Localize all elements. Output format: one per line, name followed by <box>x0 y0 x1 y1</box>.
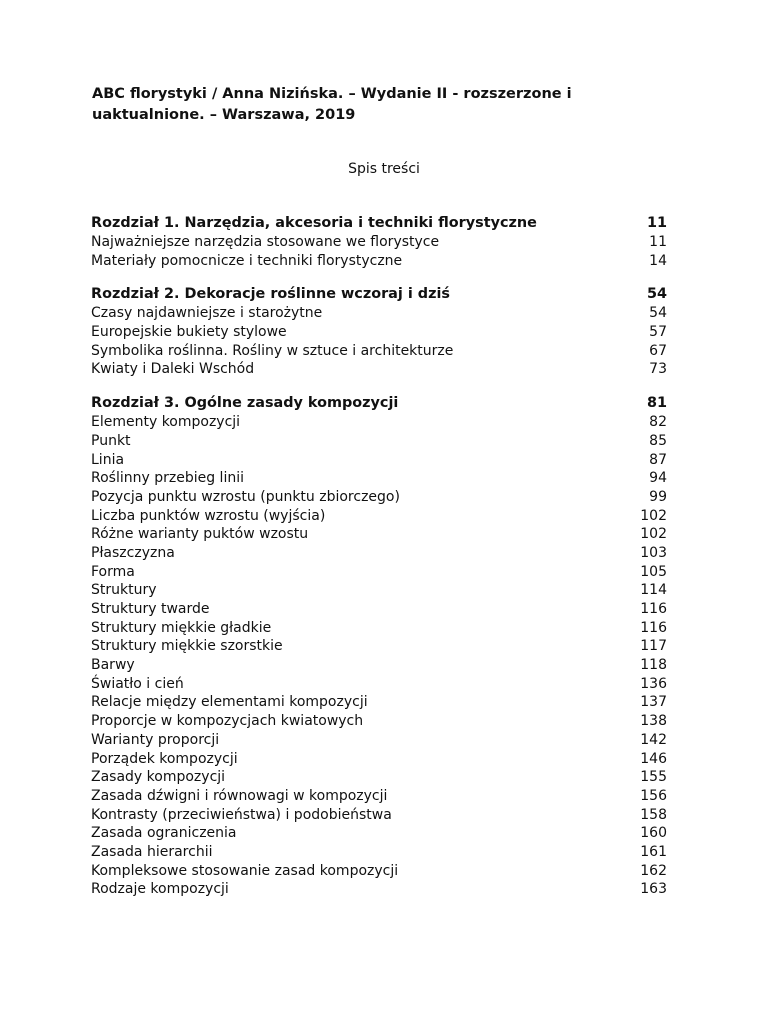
chapter-block <box>91 214 667 270</box>
toc-entry-title: Zasada hierarchii <box>91 843 213 860</box>
toc-entry-title: Najważniejsze narzędzia stosowane we florystyce <box>91 234 440 250</box>
toc-entry-page-number: 142 <box>640 731 667 748</box>
toc-entry-title: Linia <box>91 451 125 468</box>
toc-entry-title: Kompleksowe stosowanie zasad kompozycji <box>91 862 399 879</box>
toc-entry <box>91 712 667 731</box>
toc-entry <box>91 544 667 563</box>
toc-entry <box>91 824 667 843</box>
toc-entry-page-number: 57 <box>649 324 667 341</box>
toc-entry <box>91 360 667 379</box>
toc-entry-page-number: 162 <box>640 862 667 879</box>
toc-entry-title: Forma <box>91 563 135 580</box>
toc-entry-page-number: 87 <box>649 451 667 468</box>
toc-entry <box>91 469 667 488</box>
toc-entry <box>91 862 667 881</box>
toc-entry <box>91 563 667 582</box>
toc-entry-page-number: 136 <box>640 675 667 692</box>
toc-entry-title: Zasady kompozycji <box>91 769 226 786</box>
chapter-page-number: 54 <box>646 286 667 303</box>
toc-entry-title: Pozycja punktu wzrostu (punktu zbiorczego) <box>91 488 400 505</box>
toc-entry <box>91 637 667 656</box>
toc-entry-page-number: 155 <box>640 769 667 786</box>
toc-entry-title: Różne warianty puktów wzostu <box>91 526 309 543</box>
chapter-block <box>91 394 667 899</box>
toc-entry-title: Barwy <box>91 657 135 674</box>
toc-entry <box>91 843 667 862</box>
toc-entry <box>91 619 667 638</box>
toc-entry-title: Elementy kompozycji <box>91 414 241 431</box>
toc-entry-page-number: 14 <box>649 252 667 269</box>
toc-entry <box>91 581 667 600</box>
toc-entry-page-number: 11 <box>649 234 667 250</box>
toc-entry-title: Proporcje w kompozycjach kwiatowych <box>91 713 364 730</box>
toc-entry-title: Roślinny przebieg linii <box>91 470 244 487</box>
toc-entry-title: Struktury miękkie szorstkie <box>91 638 283 655</box>
chapter-title: Rozdział 2. Dekoracje roślinne wczoraj i dziś <box>91 286 450 303</box>
toc-entry-title: Porządek kompozycji <box>91 750 238 767</box>
toc-entry-title: Struktury <box>91 582 157 599</box>
toc-entry-page-number: 156 <box>640 787 667 804</box>
toc-entry-page-number: 73 <box>649 361 667 378</box>
toc-entry-page-number: 158 <box>640 806 667 823</box>
toc-entry-title: Symbolika roślinna. Rośliny w sztuce i architekturze <box>91 342 454 359</box>
toc-entry-page-number: 161 <box>640 843 667 860</box>
toc-entry <box>91 525 667 544</box>
toc-entry <box>91 693 667 712</box>
toc-entry-title: Kwiaty i Daleki Wschód <box>91 361 255 378</box>
toc-entry <box>91 750 667 769</box>
chapter-heading <box>91 214 667 233</box>
toc-entry-page-number: 99 <box>649 488 667 505</box>
chapter-page-number: 11 <box>646 215 667 231</box>
toc-entry <box>91 432 667 451</box>
toc-entry-title: Struktury miękkie gładkie <box>91 619 272 636</box>
toc-entry <box>91 656 667 675</box>
toc-entry-title: Kontrasty (przeciwieństwa) i podobieństwa <box>91 806 392 823</box>
toc-title: Spis treści <box>348 161 420 177</box>
toc-entry <box>91 323 667 342</box>
chapter-title: Rozdział 1. Narzędzia, akcesoria i techniki florystyczne <box>91 215 537 231</box>
chapter-heading <box>91 394 667 413</box>
toc-entry-page-number: 54 <box>649 305 667 322</box>
chapter-heading <box>91 285 667 304</box>
toc-entry-page-number: 118 <box>640 657 667 674</box>
toc-entry <box>91 233 667 252</box>
toc-entry-title: Struktury twarde <box>91 601 210 617</box>
toc-entry-page-number: 94 <box>649 470 667 487</box>
toc-entry-title: Punkt <box>91 432 131 449</box>
chapter-page-number: 81 <box>646 395 667 412</box>
toc-entry-title: Czasy najdawniejsze i starożytne <box>91 305 323 322</box>
chapter-title: Rozdział 3. Ogólne zasady kompozycji <box>91 395 399 412</box>
toc-entry <box>91 304 667 323</box>
toc-entry-page-number: 102 <box>640 526 667 543</box>
toc-entry <box>91 880 667 899</box>
toc-entry-title: Warianty proporcji <box>91 731 220 748</box>
toc-entry <box>91 413 667 432</box>
toc-entry-page-number: 102 <box>640 507 667 524</box>
toc-entry <box>91 731 667 750</box>
toc-entry-title: Materiały pomocnicze i techniki florystyczne <box>91 252 403 269</box>
toc-entry <box>91 451 667 470</box>
toc-entry-title: Relacje między elementami kompozycji <box>91 694 368 711</box>
toc-entry-page-number: 103 <box>640 544 667 561</box>
toc-entry-page-number: 105 <box>640 563 667 580</box>
table-of-contents <box>91 214 667 914</box>
toc-entry <box>91 806 667 825</box>
toc-entry-page-number: 146 <box>640 750 667 767</box>
toc-entry <box>91 675 667 694</box>
toc-entry-page-number: 116 <box>640 619 667 636</box>
toc-entry-page-number: 117 <box>640 638 667 655</box>
toc-entry <box>91 252 667 271</box>
toc-entry <box>91 600 667 619</box>
toc-entry-page-number: 116 <box>640 601 667 617</box>
toc-entry <box>91 768 667 787</box>
toc-entry-page-number: 114 <box>640 582 667 599</box>
toc-entry-page-number: 160 <box>640 825 667 842</box>
toc-entry-title: Światło i cień <box>91 675 184 692</box>
toc-entry-page-number: 138 <box>640 713 667 730</box>
toc-entry <box>91 787 667 806</box>
bibliographic-note: ABC florystyki / Anna Nizińska. – Wydanie II - rozszerzone i uaktualnione. – Warszawa, 2019 <box>92 86 572 123</box>
toc-entry <box>91 342 667 361</box>
toc-entry-page-number: 67 <box>649 342 667 359</box>
toc-entry-page-number: 85 <box>649 432 667 449</box>
toc-entry-title: Rodzaje kompozycji <box>91 881 229 898</box>
toc-entry-title: Liczba punktów wzrostu (wyjścia) <box>91 507 326 524</box>
toc-entry-title: Płaszczyzna <box>91 544 175 561</box>
toc-entry-page-number: 163 <box>640 881 667 898</box>
toc-entry-title: Zasada ograniczenia <box>91 825 237 842</box>
toc-entry-title: Europejskie bukiety stylowe <box>91 324 287 341</box>
chapter-block <box>91 285 667 379</box>
toc-entry-page-number: 82 <box>649 414 667 431</box>
toc-entry-page-number: 137 <box>640 694 667 711</box>
toc-entry-title: Zasada dźwigni i równowagi w kompozycji <box>91 787 388 804</box>
toc-entry <box>91 488 667 507</box>
toc-entry <box>91 507 667 526</box>
